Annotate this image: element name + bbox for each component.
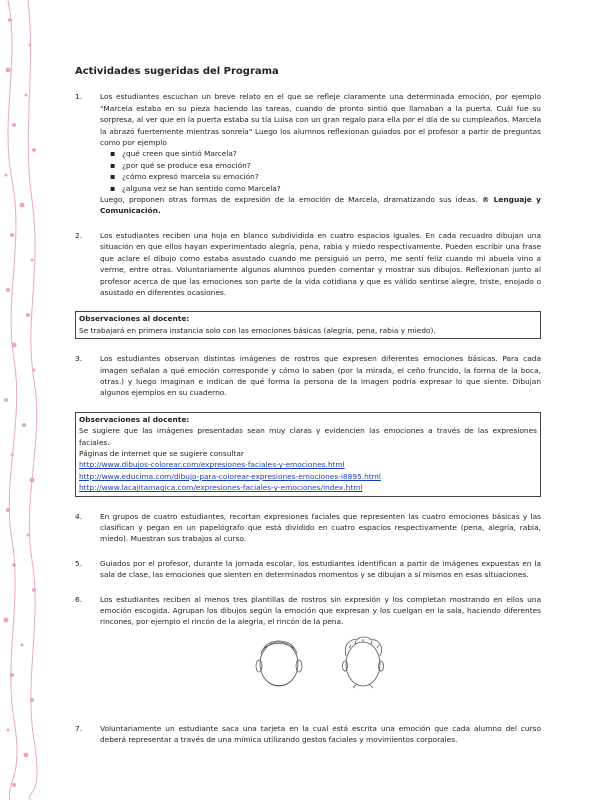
activity-item xyxy=(75,594,541,689)
question-list xyxy=(100,148,541,194)
activity-number: 6. xyxy=(75,594,83,604)
decorative-border xyxy=(0,0,60,800)
activity-number: 4. xyxy=(75,511,83,521)
document-body xyxy=(75,66,541,759)
face-templates xyxy=(100,634,541,689)
activity-item xyxy=(75,230,541,298)
question-item: ▪ ¿cómo expresó marcela su emoción? xyxy=(110,171,541,182)
activity-text: Voluntariamente un estudiante saca una tarjeta en la cual está escrita una emoción que cada alumno del curso deberá representar a través de una mímica utilizando gestos faciales y movimientos corporales. xyxy=(100,723,541,745)
observation-text: Se trabajará en primera instancia solo con las emociones básicas (alegría, pena, rabia y miedo). xyxy=(79,325,436,335)
activity-text: Los estudiantes reciben al menos tres plantillas de rostros sin expresión y los completan mostrando en ellos una emoción escogida. Agrupan los dibujos según la emoción que expresan y los cuelgan en la sala, haciendo diferentes rincones, por ejemplo el rincón de la alegría, el rincón de la pena. xyxy=(100,594,541,627)
question-item: ▪ ¿qué creen que sintió Marcela? xyxy=(110,148,541,159)
blank-face-illustration xyxy=(249,634,309,689)
activity-item xyxy=(75,723,541,746)
activity-number: 2. xyxy=(75,230,83,240)
activity-text: Los estudiantes escuchan un breve relato en el que se refleje claramente una determinada emoción, por ejemplo "Marcela estaba en su pieza haciendo las tareas, cuando de pronto sintió que llamaban a la puerta. Cuál fue su sorpresa, al ver que en la puerta estaba su tía Luisa con un gran regalo para ella por el día de su cumpleaños. Marcela la abrazó fuertemente mientras sonreía" Luego los alumnos reflexionan guiados por el profesor a partir de preguntas como por ejemplo xyxy=(100,92,541,148)
subject-reference: ® Lenguaje y Comunicación. xyxy=(100,195,541,216)
activity-number: 5. xyxy=(75,558,83,568)
question-item: ▪ ¿por qué se produce esa emoción? xyxy=(110,160,541,171)
observation-text: Se sugiere que las imágenes presentadas sean muy claras y evidencien las emociones a través de las expresiones faciales. xyxy=(79,426,537,447)
teacher-observation-box xyxy=(75,412,541,497)
blank-face-illustration xyxy=(333,634,393,689)
activity-item xyxy=(75,353,541,399)
teacher-observation-box xyxy=(75,311,541,339)
resource-link[interactable]: http://www.educima.com/dibujo-para-colorear-expresiones-emociones-i8895.html xyxy=(79,471,381,481)
observation-heading: Observaciones al docente: xyxy=(79,414,190,424)
activity-number: 1. xyxy=(75,92,83,102)
page-title: Actividades sugeridas del Programa xyxy=(75,66,279,77)
resource-link[interactable]: http://www.lacajitamagica.com/expresiones-faciales-y-emociones/index.html xyxy=(79,483,363,493)
activity-text: Los estudiantes reciben una hoja en blanco subdividida en cuatro espacios iguales. En cada recuadro dibujan una situación en que ellos hayan experimentado alegría, pena, rabia y miedo respectivamente. Pueden escribir una frase que aclare el dibujo como estaba asustado cuando me persiguió un perro, me sentí feliz cuando mi abuela vino a verme, entre otras. Voluntariamente algunos alumnos pueden comentar y mostrar sus dibujos. Reflexionan junto al profesor acerca de que las emociones son parte de la vida cotidiana y que es válido sentirse alegre, triste, enojado o asustado en diferentes ocasiones. xyxy=(100,230,541,297)
activity-item xyxy=(75,91,541,216)
links-intro: Páginas de internet que se sugiere consultar xyxy=(79,448,244,458)
activity-text: En grupos de cuatro estudiantes, recortan expresiones faciales que representen las cuatro emociones básicas y las clasifican y pegan en un papelógrafo que está dividido en cuatro espacios respectivamente (pena, alegría, rabia, miedo). Muestran sus trabajos al curso. xyxy=(100,511,541,544)
activity-number: 3. xyxy=(75,354,83,364)
activity-item xyxy=(75,558,541,581)
resource-link[interactable]: http://www.dibujos-colorear.com/expresiones-faciales-y-emociones.html xyxy=(79,460,345,470)
question-item: ▪ ¿alguna vez se han sentido como Marcela? xyxy=(110,183,541,194)
activity-item xyxy=(75,511,541,545)
activity-number: 7. xyxy=(75,723,83,733)
activity-closing: Luego, proponen otras formas de expresión de la emoción de Marcela, dramatizando sus ideas. xyxy=(100,195,478,205)
activity-text: Guiados por el profesor, durante la jornada escolar, los estudiantes identifican a partir de imágenes expuestas en la sala de clase, las emociones que sienten en determinados momentos y se dibujan a sí mismos en esas situaciones. xyxy=(100,558,541,580)
observation-heading: Observaciones al docente: xyxy=(79,314,190,324)
activity-text: Los estudiantes observan distintas imágenes de rostros que expresen diferentes emociones básicas. Para cada imagen señalan a qué emoción corresponde y cómo lo saben (por la mirada, el ceño fruncido, la forma de la boca, otras.) y luego imaginan e indican de qué forma la persona de la imagen podría expresar lo que siente. Dibujan algunos ejemplos en su cuaderno. xyxy=(100,354,541,398)
